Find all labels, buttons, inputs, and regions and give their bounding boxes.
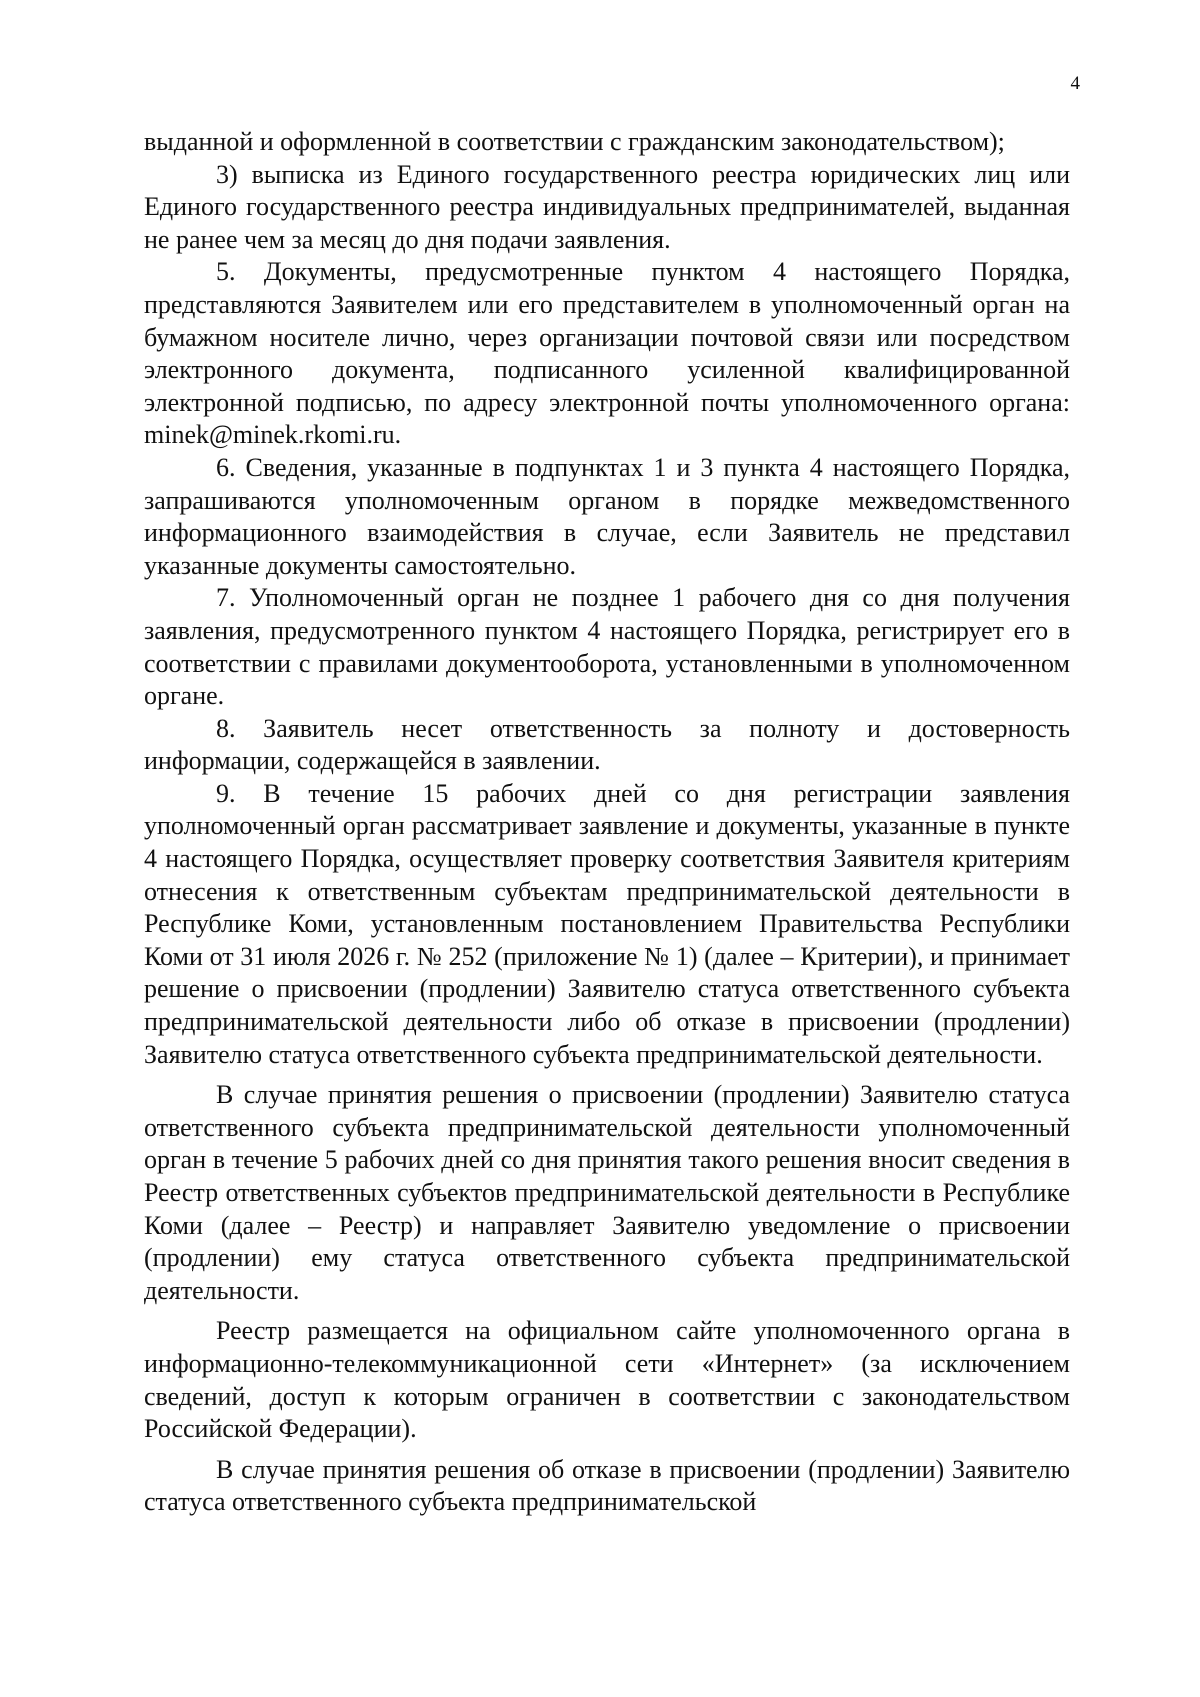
paragraph-clause-7: 7. Уполномоченный орган не позднее 1 рабочего дня со дня получения заявления, предусмотренного пунктом 4 настоящего Порядка, регистрирует его в соответствии с правилами документооборота, установленными в уполномоченном органе. bbox=[144, 583, 1070, 711]
paragraph-clause-9: 9. В течение 15 рабочих дней со дня регистрации заявления уполномоченный орган рассматривает заявление и документы, указанные в пункте 4 настоящего Порядка, осуществляет проверку соответствия Заявителя критериям отнесения к ответственным субъектам предпринимательской деятельности в Республике Коми, установленным постановлением Правительства Республики Коми от 31 июля 2026 г. № 252 (приложение № 1) (далее – Критерии), и принимает решение о присвоении (продлении) Заявителю статуса ответственного субъекта предпринимательской деятельности либо об отказе в присвоении (продлении) Заявителю статуса ответственного субъекта предпринимательской деятельности. bbox=[144, 778, 1070, 1069]
paragraph-decision-granted: В случае принятия решения о присвоении (продлении) Заявителю статуса ответственного субъекта предпринимательской деятельности уполномоченный орган в течение 5 рабочих дней со дня принятия такого решения вносит сведения в Реестр ответственных субъектов предпринимательской деятельности в Республике Коми (далее – Реестр) и направляет Заявителю уведомление о присвоении (продлении) ему статуса ответственного субъекта предпринимательской деятельности. bbox=[144, 1080, 1070, 1305]
paragraph-decision-refused: В случае принятия решения об отказе в присвоении (продлении) Заявителю статуса ответственного субъекта предпринимательской bbox=[144, 1454, 1070, 1517]
paragraph-clause-5: 5. Документы, предусмотренные пунктом 4 настоящего Порядка, представляются Заявителем или его представителем в уполномоченный орган на бумажном носителе лично, через организации почтовой связи или посредством электронного документа, подписанного усиленной квалифицированной электронной подписью, по адресу электронной почты уполномоченного органа: minek@minek.rkomi.ru. bbox=[144, 257, 1070, 450]
page-number: 4 bbox=[1070, 73, 1080, 94]
paragraph-continuation: выданной и оформленной в соответствии с гражданским законодательством); bbox=[144, 127, 1005, 156]
paragraph-registry: Реестр размещается на официальном сайте уполномоченного органа в информационно-телекоммуникационной сети «Интернет» (за исключением сведений, доступ к которым ограничен в соответствии с законодательством Российской Федерации). bbox=[144, 1316, 1070, 1444]
paragraph-clause-6: 6. Сведения, указанные в подпунктах 1 и 3 пункта 4 настоящего Порядка, запрашиваются уполномоченным органом в порядке межведомственного информационного взаимодействия в случае, если Заявитель не представил указанные документы самостоятельно. bbox=[144, 452, 1070, 580]
paragraph-item-3: 3) выписка из Единого государственного реестра юридических лиц или Единого государственного реестра индивидуальных предпринимателей, выданная не ранее чем за месяц до дня подачи заявления. bbox=[144, 159, 1070, 254]
paragraph-clause-8: 8. Заявитель несет ответственность за полноту и достоверность информации, содержащейся в заявлении. bbox=[144, 713, 1070, 776]
document-body bbox=[144, 126, 1070, 1519]
